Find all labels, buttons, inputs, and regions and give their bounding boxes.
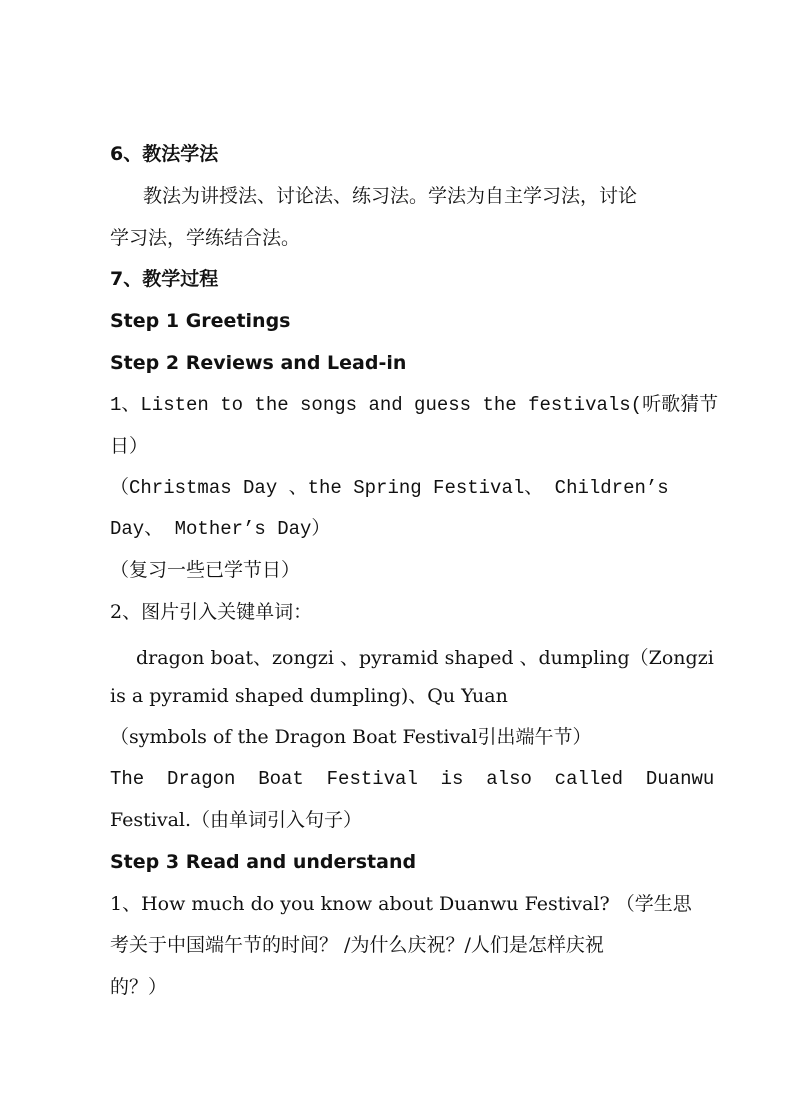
- step-3-heading: Step 3 Read and understand: [110, 851, 417, 873]
- key-words-line-1: dragon boat、zongzi 、pyramid shaped 、dumpling（Zongzi: [136, 647, 714, 669]
- step-3-item-1-line-3: 的？）: [110, 976, 168, 998]
- review-note: （复习一些已学节日）: [110, 559, 301, 581]
- step-2-item-1-line-1: 1、Listen to the songs and guess the festivals(听歌猜节: [110, 394, 719, 416]
- step-2-item-2: 2、图片引入关键单词：: [110, 601, 313, 623]
- section-7-heading: 7、教学过程: [110, 268, 219, 290]
- festival-list-line-1: （Christmas Day 、the Spring Festival、 Children’s: [110, 477, 669, 499]
- section-6-paragraph-line-2: 学习法，学练结合法。: [110, 227, 301, 249]
- step-2-item-1-line-2: 日）: [110, 435, 149, 457]
- step-2-heading: Step 2 Reviews and Lead-in: [110, 352, 407, 374]
- step-3-item-1-line-2: 考关于中国端午节的时间？ /为什么庆祝？/人们是怎样庆祝: [110, 934, 604, 956]
- step-3-item-1-line-1: 1、How much do you know about Duanwu Festival? （学生思: [110, 893, 692, 915]
- key-words-line-2: is a pyramid shaped dumpling)、Qu Yuan: [110, 685, 508, 707]
- festival-list-line-2: Day、 Mother’s Day）: [110, 518, 331, 540]
- symbols-line: （symbols of the Dragon Boat Festival引出端午节）: [110, 726, 592, 748]
- sentence-line-1: The Dragon Boat Festival is also called Duanwu: [110, 768, 715, 790]
- section-6-paragraph-line-1: 教法为讲授法、讨论法、练习法。学法为自主学习法，讨论: [143, 185, 638, 207]
- sentence-line-2: Festival.（由单词引入句子）: [110, 809, 363, 831]
- section-6-heading: 6、教法学法: [110, 143, 219, 165]
- step-1-heading: Step 1 Greetings: [110, 310, 291, 332]
